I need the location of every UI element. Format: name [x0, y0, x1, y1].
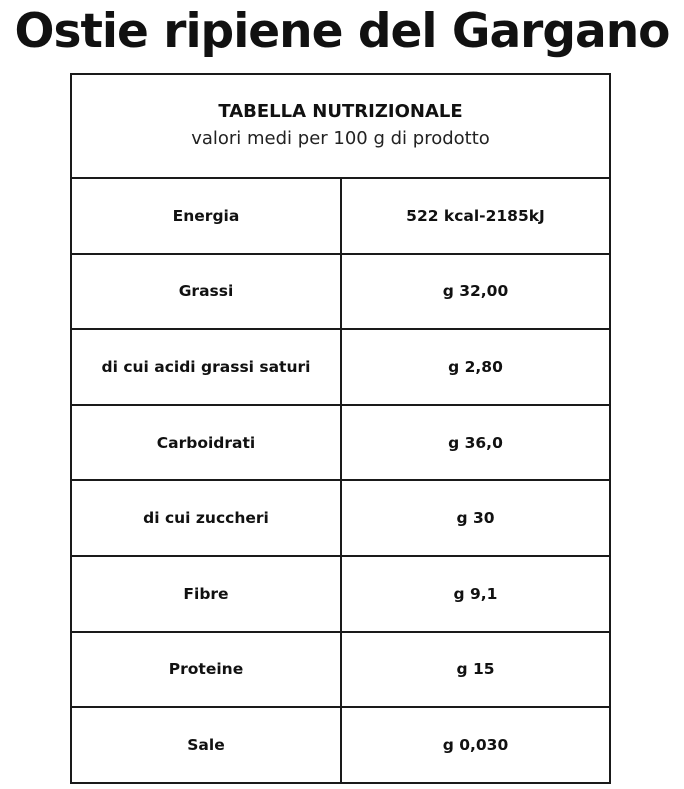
row-label-carboidrati: Carboidrati	[72, 406, 342, 480]
table-row	[72, 633, 609, 709]
table-title: TABELLA NUTRIZIONALE	[218, 101, 463, 122]
table-subtitle: valori medi per 100 g di prodotto	[191, 128, 490, 149]
page-title: Ostie ripiene del Gargano	[14, 4, 670, 59]
table-header	[72, 75, 609, 179]
row-value-sale: g 0,030	[442, 736, 509, 755]
table-row	[72, 557, 609, 633]
row-value-zuccheri: g 30	[456, 509, 495, 528]
table-row	[72, 406, 609, 482]
table-row	[72, 330, 609, 406]
table-row	[72, 708, 609, 782]
row-value-proteine: g 15	[456, 660, 495, 679]
table-row	[72, 179, 609, 255]
row-value-fibre: g 9,1	[453, 584, 498, 603]
row-value-energia: 522 kcal-2185kJ	[406, 206, 545, 225]
row-label-proteine: Proteine	[72, 633, 342, 707]
row-value-grassi: g 32,00	[442, 282, 509, 301]
row-label-fibre: Fibre	[72, 557, 342, 631]
table-row	[72, 255, 609, 331]
row-value-grassi-saturi: g 2,80	[448, 357, 503, 376]
row-label-grassi-saturi: di cui acidi grassi saturi	[72, 330, 342, 404]
row-label-grassi: Grassi	[72, 255, 342, 329]
row-label-energia: Energia	[72, 179, 342, 253]
row-value-carboidrati: g 36,0	[448, 433, 503, 452]
table-row	[72, 481, 609, 557]
nutrition-table	[70, 73, 611, 784]
row-label-sale: Sale	[72, 708, 342, 782]
table-body	[72, 179, 609, 782]
row-label-zuccheri: di cui zuccheri	[72, 481, 342, 555]
